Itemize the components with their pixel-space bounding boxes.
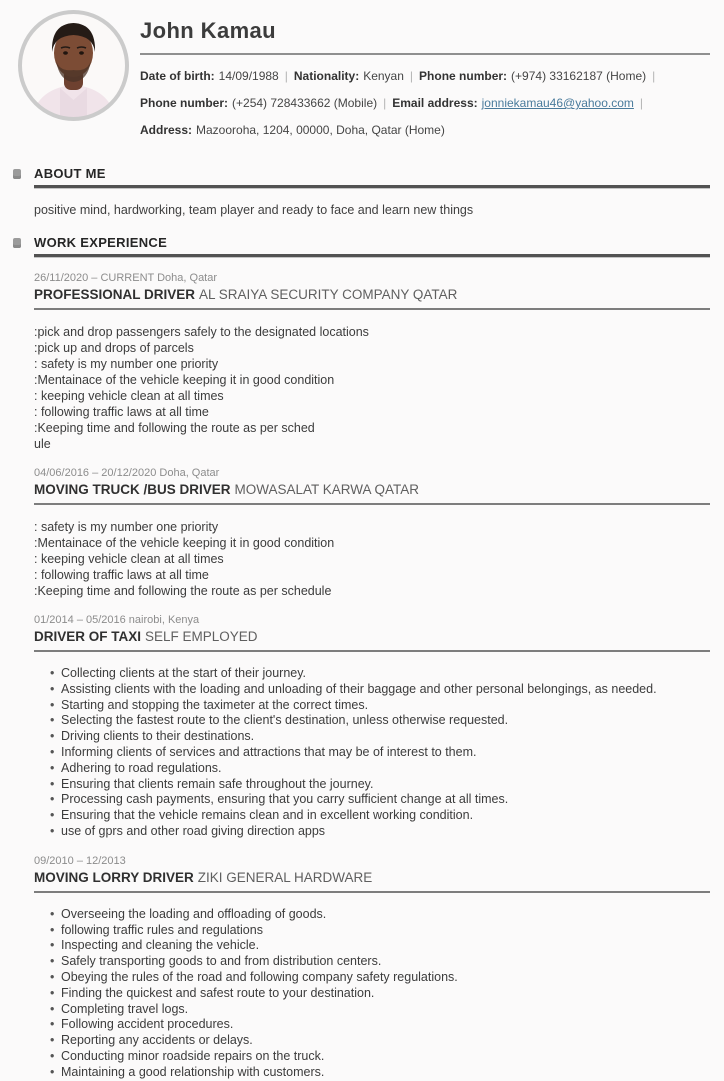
job-description-line: : following traffic laws at all time: [34, 405, 209, 419]
job-company: SELF EMPLOYED: [145, 629, 258, 644]
job-bullet-item: • Selecting the fastest route to the client's destination, unless otherwise requested.: [50, 713, 710, 729]
job-dateline: 04/06/2016 – 20/12/2020 Doha, Qatar: [34, 467, 220, 479]
section-marker-icon: [13, 169, 21, 179]
job-entry: [34, 855, 710, 1081]
job-description-line: :pick up and drops of parcels: [34, 341, 194, 355]
job-description-line: : safety is my number one priority: [34, 520, 219, 534]
job-description-line: ule: [34, 437, 51, 451]
job-bullet-item: • Conducting minor roadside repairs on the truck.: [50, 1049, 710, 1065]
contact-value: (+974) 33162187 (Home): [511, 69, 647, 83]
header-text: [140, 8, 710, 149]
job-description-line: : keeping vehicle clean at all times: [34, 552, 224, 566]
job-company: AL SRAIYA SECURITY COMPANY QATAR: [199, 287, 458, 302]
name-divider: [140, 53, 710, 55]
job-bullet-item: • Adhering to road regulations.: [50, 761, 710, 777]
job-bullet-item: • Collecting clients at the start of their journey.: [50, 666, 710, 682]
job-bullet-item: • Safely transporting goods to and from distribution centers.: [50, 954, 710, 970]
cv-header: [0, 0, 724, 149]
contact-label: Email address:: [392, 96, 478, 110]
job-entry: [34, 272, 710, 452]
job-bullet-item: • Driving clients to their destinations.: [50, 729, 710, 745]
job-bullet-item: • Overseeing the loading and offloading of goods.: [50, 907, 710, 923]
email-link[interactable]: jonniekamau46@yahoo.com: [481, 96, 634, 110]
job-entry: [34, 467, 710, 599]
job-bullet-item: • following traffic rules and regulations: [50, 923, 710, 939]
job-bullet-item: • Assisting clients with the loading and unloading of their baggage and other personal belongings, as needed.: [50, 682, 710, 698]
job-description-line: :Keeping time and following the route as per sched: [34, 421, 315, 435]
job-bullet-item: • Processing cash payments, ensuring that you carry sufficient change at all times.: [50, 792, 710, 808]
job-bullet-item: • Maintaining a good relationship with customers.: [50, 1065, 710, 1081]
job-entry: [34, 614, 710, 840]
job-role: MOVING TRUCK /BUS DRIVER: [34, 482, 231, 497]
pipe-separator: |: [284, 69, 288, 83]
job-title: [34, 482, 710, 505]
job-title: [34, 870, 710, 893]
job-description-line: : safety is my number one priority: [34, 357, 219, 371]
contact-label: Phone number:: [419, 69, 508, 83]
contact-rows: [140, 68, 710, 138]
contact-row: [140, 95, 710, 111]
cv-body: [0, 166, 724, 1081]
job-role: DRIVER OF TAXI: [34, 629, 142, 644]
job-description-line: :pick and drop passengers safely to the designated locations: [34, 325, 369, 339]
job-description-line: :Keeping time and following the route as per schedule: [34, 584, 332, 598]
contact-label: Date of birth:: [140, 69, 215, 83]
job-body: [34, 666, 710, 840]
contact-label: Address:: [140, 123, 193, 137]
job-bullet-item: • Following accident procedures.: [50, 1017, 710, 1033]
job-bullet-item: • Finding the quickest and safest route to your destination.: [50, 986, 710, 1002]
profile-photo: [16, 8, 131, 123]
job-title: [34, 629, 710, 652]
contact-value: 14/09/1988: [218, 69, 279, 83]
job-role: MOVING LORRY DRIVER: [34, 869, 194, 885]
job-dateline: 01/2014 – 05/2016 nairobi, Kenya: [34, 614, 200, 626]
job-bullet-item: • Obeying the rules of the road and following company safety regulations.: [50, 970, 710, 986]
job-dateline: 09/2010 – 12/2013: [34, 854, 126, 867]
job-bullet-item: • Reporting any accidents or delays.: [50, 1033, 710, 1049]
work-section-title: WORK EXPERIENCE: [34, 235, 168, 250]
job-body: [34, 907, 710, 1081]
about-text: positive mind, hardworking, team player and ready to face and learn new things: [34, 203, 474, 217]
job-description-line: : following traffic laws at all time: [34, 568, 209, 582]
contact-value: Kenyan: [363, 69, 404, 83]
about-section-header: [34, 166, 710, 188]
job-bullet-item: • Informing clients of services and attractions that may be of interest to them.: [50, 745, 710, 761]
job-title: [34, 287, 710, 310]
job-body: [34, 519, 710, 599]
job-dateline: 26/11/2020 – CURRENT Doha, Qatar: [34, 272, 218, 284]
page-title: John Kamau: [140, 18, 277, 43]
job-bullet-item: • Completing travel logs.: [50, 1002, 710, 1018]
contact-row: [140, 122, 710, 138]
about-section-title: ABOUT ME: [34, 166, 106, 181]
job-role: PROFESSIONAL DRIVER: [34, 287, 196, 302]
profile-photo-image: [16, 8, 131, 123]
job-bullet-item: • Starting and stopping the taximeter at the correct times.: [50, 698, 710, 714]
section-work-experience: [34, 235, 710, 1081]
job-bullet-item: • Ensuring that the vehicle remains clean and in excellent working condition.: [50, 808, 710, 824]
pipe-separator: |: [639, 96, 644, 110]
job-bullet-item: • Inspecting and cleaning the vehicle.: [50, 938, 710, 954]
contact-label: Nationality:: [293, 69, 360, 83]
job-company: ZIKI GENERAL HARDWARE: [197, 869, 373, 885]
job-bullet-list: [34, 666, 710, 840]
work-section-header: [34, 235, 710, 257]
contact-value: Mazooroha, 1204, 00000, Doha, Qatar (Home): [196, 123, 445, 137]
job-bullet-list: [34, 907, 710, 1081]
job-company: MOWASALAT KARWA QATAR: [234, 482, 420, 497]
contact-row: [140, 68, 710, 84]
job-description-line: : keeping vehicle clean at all times: [34, 389, 224, 403]
job-bullet-item: • Ensuring that clients remain safe throughout the journey.: [50, 777, 710, 793]
section-marker-icon: [13, 238, 21, 248]
contact-label: Phone number:: [140, 96, 229, 110]
section-about: [34, 166, 710, 218]
job-bullet-item: • use of gprs and other road giving direction apps: [50, 824, 710, 840]
pipe-separator: |: [652, 69, 656, 83]
job-list: [34, 272, 710, 1081]
pipe-separator: |: [409, 69, 414, 83]
pipe-separator: |: [383, 96, 387, 110]
job-description-line: :Mentainace of the vehicle keeping it in good condition: [34, 536, 335, 550]
contact-value: (+254) 728433662 (Mobile): [232, 96, 378, 110]
job-body: [34, 324, 710, 452]
job-description-line: :Mentainace of the vehicle keeping it in good condition: [34, 373, 335, 387]
